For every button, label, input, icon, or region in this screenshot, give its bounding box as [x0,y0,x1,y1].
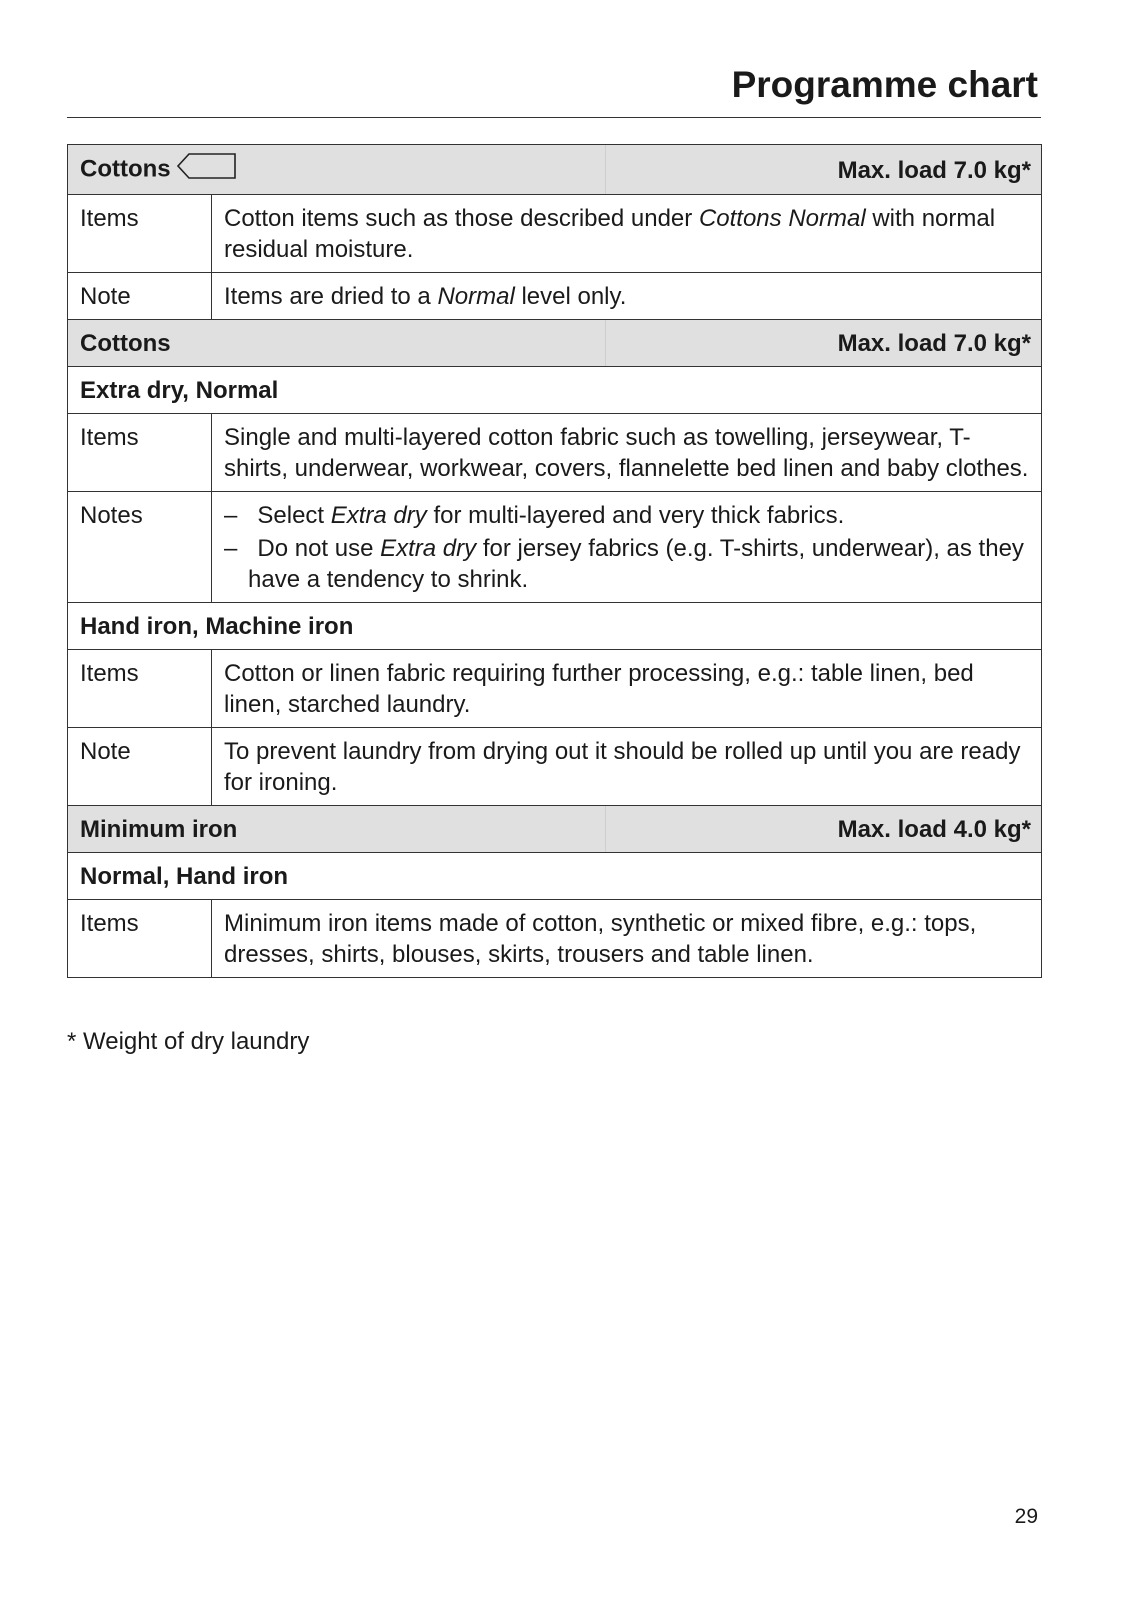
row-label: Note [68,728,212,806]
row-text: Items are dried to a Normal level only. [212,273,1042,320]
sub-header: Hand iron, Machine iron [68,603,1042,650]
table-row [68,414,1042,492]
section-header-cottons-normal [68,145,1042,195]
table-row [68,273,1042,320]
list-item: – Do not use Extra dry for jersey fabrics (e.g. T-shirts, underwear), as they have a tendency to shrink. [224,535,1024,593]
max-load: Max. load 4.0 kg* [837,816,1031,843]
title-rule [67,117,1041,118]
list-item: – Select Extra dry for multi-layered and very thick fabrics. [224,502,845,529]
max-load: Max. load 7.0 kg* [837,156,1031,184]
programme-name: Cottons [80,330,171,357]
max-load: Max. load 7.0 kg* [837,330,1031,357]
row-label: Note [68,273,212,320]
row-text [212,492,1042,603]
table-row [68,728,1042,806]
footnote: * Weight of dry laundry [67,1028,310,1055]
row-label: Items [68,900,212,978]
programme-name: Cottons [80,155,171,183]
programme-table [67,144,1042,978]
section-header-cottons [68,320,1042,367]
tag-outline-icon [177,153,237,187]
row-text: Minimum iron items made of cotton, synthetic or mixed fibre, e.g.: tops, dresses, shirts, blouses, skirts, trousers and table linen. [212,900,1042,978]
row-label: Items [68,650,212,728]
section-header-minimum-iron [68,806,1042,853]
row-label: Items [68,414,212,492]
row-text: Single and multi-layered cotton fabric such as towelling, jerseywear, T-shirts, underwear, workwear, covers, flannelette bed linen and baby clothes. [212,414,1042,492]
sub-header: Normal, Hand iron [68,853,1042,900]
row-text: Cotton or linen fabric requiring further processing, e.g.: table linen, bed linen, starched laundry. [212,650,1042,728]
row-label: Items [68,195,212,273]
page-title: Programme chart [731,64,1038,105]
table-row [68,650,1042,728]
table-row [68,492,1042,603]
row-text: Cotton items such as those described under Cottons Normal with normal residual moisture. [212,195,1042,273]
row-label: Notes [68,492,212,603]
table-row [68,900,1042,978]
sub-header: Extra dry, Normal [68,367,1042,414]
programme-name: Minimum iron [80,816,238,843]
row-text: To prevent laundry from drying out it should be rolled up until you are ready for ironing. [212,728,1042,806]
table-row [68,195,1042,273]
page-number: 29 [1014,1505,1038,1528]
